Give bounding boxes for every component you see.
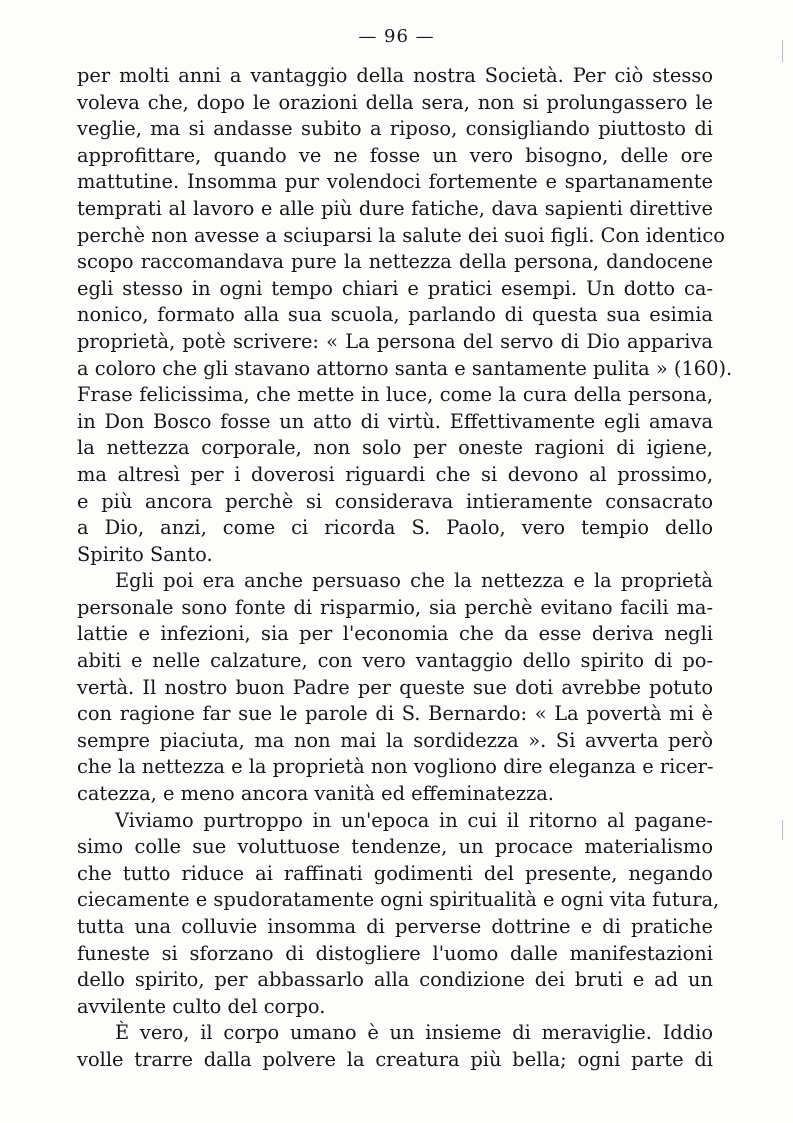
text-line: in Don Bosco fosse un atto di virtù. Effettivamente egli amava — [77, 409, 713, 433]
text-line: perchè non avesse a sciuparsi la salute dei suoi figli. Con identico — [77, 223, 725, 247]
page-number: — 96 — — [358, 26, 435, 47]
text-line: che la nettezza e la proprietà non vogliono dire eleganza e ricer- — [77, 755, 714, 779]
scan-edge-mark — [782, 820, 783, 840]
text-line: ma altresì per i doverosi riguardi che si devono al prossimo, — [77, 462, 713, 486]
paragraph — [77, 63, 733, 568]
text-line: a coloro che gli stavano attorno santa e santamente pulita » (160). — [77, 356, 733, 380]
text-line: che tutto riduce ai raffinati godimenti del presente, negando — [77, 861, 713, 885]
text-line: catezza, e meno ancora vanità ed effeminatezza. — [77, 782, 554, 806]
text-line: lattie e infezioni, sia per l'economia che da esse deriva negli — [77, 622, 713, 646]
text-line: abiti e nelle calzature, con vero vantaggio dello spirito di po- — [77, 649, 713, 673]
scan-edge-mark — [782, 40, 783, 62]
text-line: la nettezza corporale, non solo per oneste ragioni di igiene, — [77, 436, 713, 460]
text-line: volle trarre dalla polvere la creatura più bella; ogni parte di — [77, 1047, 713, 1071]
text-line: sempre piaciuta, ma non mai la sordidezza ». Si avverta però — [77, 728, 713, 752]
text-line: Frase felicissima, che mette in luce, come la cura della persona, — [77, 383, 713, 407]
text-line: Viviamo purtroppo in un'epoca in cui il ritorno al pagane- — [115, 808, 713, 832]
text-line: Spirito Santo. — [77, 542, 213, 566]
text-line: vertà. Il nostro buon Padre per queste sue doti avrebbe potuto — [77, 675, 713, 699]
text-line: Egli poi era anche persuaso che la nettezza e la proprietà — [115, 569, 713, 593]
text-line: mattutine. Insomma pur volendoci fortemente e spartanamente — [77, 170, 713, 194]
body-text — [77, 63, 733, 1074]
text-line: a Dio, anzi, come ci ricorda S. Paolo, vero tempio dello — [77, 516, 713, 540]
text-line: approfittare, quando ve ne fosse un vero bisogno, delle ore — [77, 143, 713, 167]
text-line: voleva che, dopo le orazioni della sera, non si prolungassero le — [77, 90, 713, 114]
text-line: simo colle sue voluttuose tendenze, un procace materialismo — [77, 835, 713, 859]
text-line: egli stesso in ogni tempo chiari e pratici esempi. Un dotto ca- — [77, 276, 713, 300]
text-line: per molti anni a vantaggio della nostra Società. Per ciò stesso — [77, 64, 713, 87]
text-line: dello spirito, per abbassarlo alla condizione dei bruti e ad un — [77, 968, 713, 992]
text-line: personale sono fonte di risparmio, sia perchè evitano facili ma- — [77, 595, 713, 619]
text-line: È vero, il corpo umano è un insieme di meraviglie. Iddio — [115, 1021, 713, 1045]
paragraph — [77, 1020, 713, 1073]
text-line: proprietà, potè scrivere: « La persona del servo di Dio appariva — [77, 329, 713, 353]
text-line: e più ancora perchè si considerava intieramente consacrato — [77, 489, 713, 513]
text-line: scopo raccomandava pure la nettezza della persona, dandocene — [77, 250, 713, 274]
text-line: tutta una colluvie insomma di perverse dottrine e di pratiche — [77, 915, 713, 938]
text-line: nonico, formato alla sua scuola, parlando di questa sua esimia — [77, 303, 713, 327]
text-line: temprati al lavoro e alle più dure fatiche, dava sapienti direttive — [77, 196, 713, 220]
text-line: funeste si sforzano di distogliere l'uomo dalle manifestazioni — [77, 941, 713, 965]
text-line: ciecamente e spudoratamente ogni spiritualità e ogni vita futura, — [77, 888, 720, 912]
paragraph — [77, 568, 713, 807]
text-line: veglie, ma si andasse subito a riposo, consigliando piuttosto di — [77, 117, 713, 141]
text-line: con ragione far sue le parole di S. Bernardo: « La povertà mi è — [77, 702, 713, 726]
text-line: avvilente culto del corpo. — [77, 994, 326, 1018]
paragraph — [77, 808, 720, 1021]
